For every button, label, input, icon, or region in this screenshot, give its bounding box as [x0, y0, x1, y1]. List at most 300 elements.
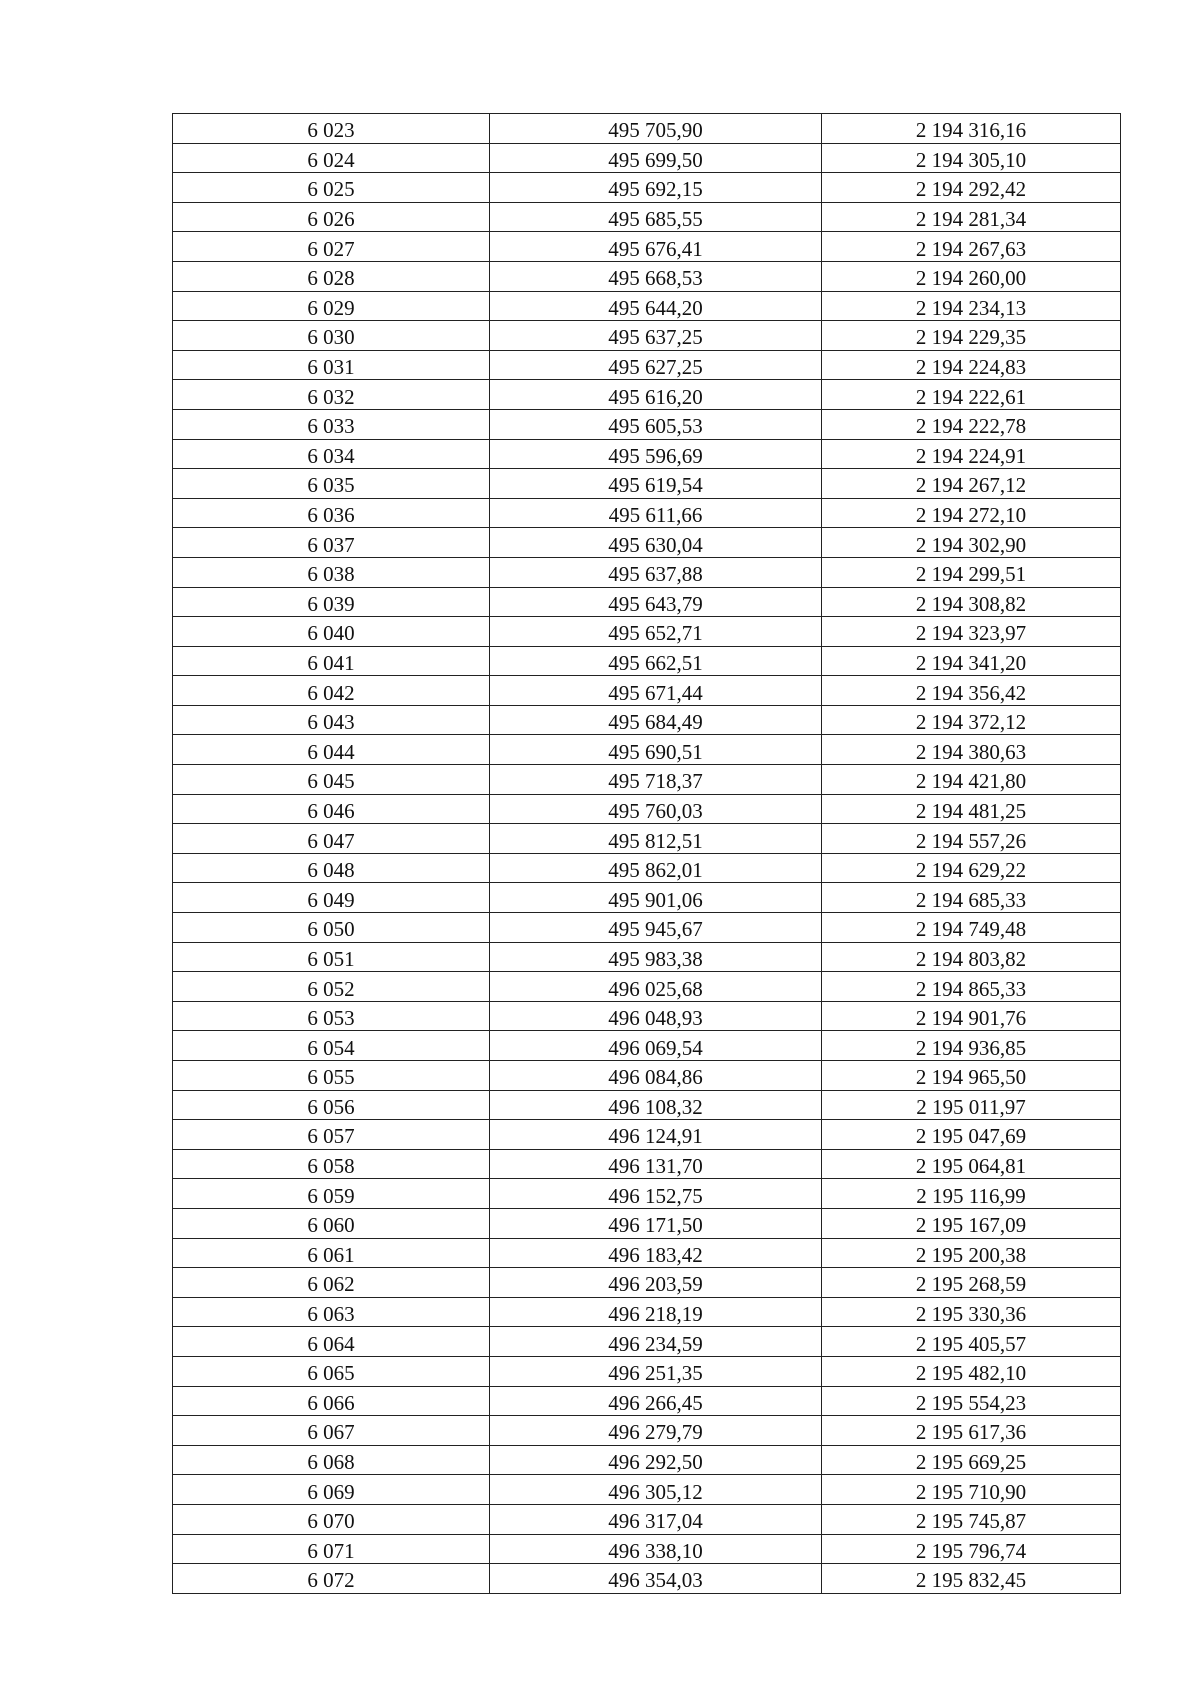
- cell-text: 2 194 557,26: [915, 828, 1027, 853]
- point-number-cell: [173, 173, 490, 203]
- y-coordinate-cell: [822, 143, 1121, 173]
- cell-text: 495 945,67: [608, 917, 703, 942]
- cell-text: 2 195 745,87: [915, 1509, 1027, 1534]
- cell-text: 496 203,59: [608, 1272, 703, 1297]
- cell-text: 495 652,71: [608, 621, 703, 646]
- cell-text: 495 643,79: [608, 591, 703, 616]
- x-coordinate-cell: [490, 883, 822, 913]
- y-coordinate-cell: [822, 765, 1121, 795]
- cell-text: 2 194 222,78: [915, 414, 1027, 439]
- cell-text: 6 060: [307, 1213, 355, 1238]
- x-coordinate-cell: [490, 1327, 822, 1357]
- cell-text: 6 062: [307, 1272, 355, 1297]
- x-coordinate-cell: [490, 1001, 822, 1031]
- y-coordinate-cell: [822, 498, 1121, 528]
- cell-text: 495 901,06: [608, 887, 703, 912]
- table-row: [173, 1238, 1121, 1268]
- y-coordinate-cell: [822, 1208, 1121, 1238]
- cell-text: 495 718,37: [608, 769, 703, 794]
- y-coordinate-cell: [822, 972, 1121, 1002]
- table-row: [173, 587, 1121, 617]
- point-number-cell: [173, 1001, 490, 1031]
- point-number-cell: [173, 143, 490, 173]
- x-coordinate-cell: [490, 1356, 822, 1386]
- cell-text: 2 195 330,36: [915, 1302, 1027, 1327]
- cell-text: 495 684,49: [608, 710, 703, 735]
- cell-text: 6 050: [307, 917, 355, 942]
- point-number-cell: [173, 528, 490, 558]
- cell-text: 2 194 267,12: [915, 473, 1027, 498]
- cell-text: 6 027: [307, 236, 355, 261]
- y-coordinate-cell: [822, 617, 1121, 647]
- y-coordinate-cell: [822, 1564, 1121, 1594]
- x-coordinate-cell: [490, 1445, 822, 1475]
- cell-text: 2 194 224,83: [915, 355, 1027, 380]
- cell-text: 496 171,50: [608, 1213, 703, 1238]
- cell-text: 6 054: [307, 1035, 355, 1060]
- cell-text: 2 195 200,38: [915, 1242, 1027, 1267]
- x-coordinate-cell: [490, 1386, 822, 1416]
- cell-text: 6 025: [307, 177, 355, 202]
- y-coordinate-cell: [822, 1416, 1121, 1446]
- cell-text: 2 194 234,13: [915, 295, 1027, 320]
- x-coordinate-cell: [490, 735, 822, 765]
- y-coordinate-cell: [822, 1268, 1121, 1298]
- point-number-cell: [173, 1179, 490, 1209]
- cell-text: 2 195 405,57: [915, 1331, 1027, 1356]
- x-coordinate-cell: [490, 1534, 822, 1564]
- y-coordinate-cell: [822, 173, 1121, 203]
- table-row: [173, 705, 1121, 735]
- point-number-cell: [173, 587, 490, 617]
- x-coordinate-cell: [490, 705, 822, 735]
- table-row: [173, 617, 1121, 647]
- cell-text: 495 605,53: [608, 414, 703, 439]
- point-number-cell: [173, 705, 490, 735]
- y-coordinate-cell: [822, 942, 1121, 972]
- cell-text: 2 195 710,90: [915, 1479, 1027, 1504]
- table-row: [173, 1416, 1121, 1446]
- cell-text: 496 234,59: [608, 1331, 703, 1356]
- cell-text: 2 194 421,80: [915, 769, 1027, 794]
- cell-text: 6 042: [307, 680, 355, 705]
- point-number-cell: [173, 646, 490, 676]
- y-coordinate-cell: [822, 1297, 1121, 1327]
- cell-text: 2 195 832,45: [915, 1568, 1027, 1593]
- table-row: [173, 1297, 1121, 1327]
- x-coordinate-cell: [490, 1179, 822, 1209]
- y-coordinate-cell: [822, 1475, 1121, 1505]
- cell-text: 2 194 308,82: [915, 591, 1027, 616]
- table-row: [173, 1090, 1121, 1120]
- cell-text: 2 195 669,25: [915, 1450, 1027, 1475]
- cell-text: 2 194 229,35: [915, 325, 1027, 350]
- cell-text: 2 194 323,97: [915, 621, 1027, 646]
- cell-text: 495 630,04: [608, 532, 703, 557]
- table-row: [173, 1327, 1121, 1357]
- table-row: [173, 1475, 1121, 1505]
- point-number-cell: [173, 498, 490, 528]
- y-coordinate-cell: [822, 1534, 1121, 1564]
- y-coordinate-cell: [822, 439, 1121, 469]
- cell-text: 496 266,45: [608, 1390, 703, 1415]
- cell-text: 6 034: [307, 443, 355, 468]
- table-row: [173, 1356, 1121, 1386]
- x-coordinate-cell: [490, 291, 822, 321]
- point-number-cell: [173, 883, 490, 913]
- table-row: [173, 853, 1121, 883]
- cell-text: 6 030: [307, 325, 355, 350]
- cell-text: 6 072: [307, 1568, 355, 1593]
- cell-text: 495 699,50: [608, 147, 703, 172]
- cell-text: 495 644,20: [608, 295, 703, 320]
- coordinates-table: [172, 113, 1121, 1594]
- y-coordinate-cell: [822, 114, 1121, 144]
- cell-text: 6 047: [307, 828, 355, 853]
- x-coordinate-cell: [490, 972, 822, 1002]
- y-coordinate-cell: [822, 1356, 1121, 1386]
- cell-text: 495 637,88: [608, 562, 703, 587]
- table-row: [173, 350, 1121, 380]
- x-coordinate-cell: [490, 1268, 822, 1298]
- table-row: [173, 942, 1121, 972]
- x-coordinate-cell: [490, 1208, 822, 1238]
- cell-text: 2 194 281,34: [915, 207, 1027, 232]
- cell-text: 2 194 299,51: [915, 562, 1027, 587]
- cell-text: 495 662,51: [608, 650, 703, 675]
- cell-text: 2 195 554,23: [915, 1390, 1027, 1415]
- table-row: [173, 972, 1121, 1002]
- x-coordinate-cell: [490, 528, 822, 558]
- table-row: [173, 469, 1121, 499]
- cell-text: 6 051: [307, 946, 355, 971]
- cell-text: 6 058: [307, 1154, 355, 1179]
- cell-text: 495 692,15: [608, 177, 703, 202]
- x-coordinate-cell: [490, 942, 822, 972]
- table-row: [173, 498, 1121, 528]
- table-row: [173, 261, 1121, 291]
- cell-text: 2 194 901,76: [915, 1006, 1027, 1031]
- table-row: [173, 1564, 1121, 1594]
- cell-text: 6 028: [307, 266, 355, 291]
- y-coordinate-cell: [822, 1238, 1121, 1268]
- cell-text: 2 194 749,48: [915, 917, 1027, 942]
- cell-text: 6 066: [307, 1390, 355, 1415]
- y-coordinate-cell: [822, 676, 1121, 706]
- table-row: [173, 173, 1121, 203]
- y-coordinate-cell: [822, 913, 1121, 943]
- y-coordinate-cell: [822, 1327, 1121, 1357]
- x-coordinate-cell: [490, 143, 822, 173]
- cell-text: 496 183,42: [608, 1242, 703, 1267]
- point-number-cell: [173, 557, 490, 587]
- cell-text: 496 279,79: [608, 1420, 703, 1445]
- cell-text: 6 070: [307, 1509, 355, 1534]
- cell-text: 2 194 316,16: [915, 118, 1027, 143]
- table-row: [173, 1001, 1121, 1031]
- cell-text: 6 039: [307, 591, 355, 616]
- cell-text: 2 194 380,63: [915, 739, 1027, 764]
- x-coordinate-cell: [490, 114, 822, 144]
- y-coordinate-cell: [822, 350, 1121, 380]
- table-row: [173, 1504, 1121, 1534]
- x-coordinate-cell: [490, 913, 822, 943]
- point-number-cell: [173, 1327, 490, 1357]
- x-coordinate-cell: [490, 1416, 822, 1446]
- point-number-cell: [173, 261, 490, 291]
- x-coordinate-cell: [490, 498, 822, 528]
- cell-text: 6 026: [307, 207, 355, 232]
- cell-text: 495 616,20: [608, 384, 703, 409]
- x-coordinate-cell: [490, 469, 822, 499]
- cell-text: 2 194 224,91: [915, 443, 1027, 468]
- y-coordinate-cell: [822, 794, 1121, 824]
- cell-text: 496 317,04: [608, 1509, 703, 1534]
- y-coordinate-cell: [822, 202, 1121, 232]
- cell-text: 495 760,03: [608, 798, 703, 823]
- cell-text: 496 292,50: [608, 1450, 703, 1475]
- cell-text: 6 052: [307, 976, 355, 1001]
- cell-text: 495 611,66: [608, 503, 703, 528]
- table-row: [173, 735, 1121, 765]
- table-row: [173, 114, 1121, 144]
- cell-text: 496 124,91: [608, 1124, 703, 1149]
- point-number-cell: [173, 1475, 490, 1505]
- table-row: [173, 291, 1121, 321]
- cell-text: 495 690,51: [608, 739, 703, 764]
- y-coordinate-cell: [822, 1061, 1121, 1091]
- cell-text: 6 045: [307, 769, 355, 794]
- y-coordinate-cell: [822, 232, 1121, 262]
- cell-text: 2 194 936,85: [915, 1035, 1027, 1060]
- cell-text: 6 024: [307, 147, 355, 172]
- cell-text: 496 152,75: [608, 1183, 703, 1208]
- point-number-cell: [173, 114, 490, 144]
- cell-text: 495 862,01: [608, 858, 703, 883]
- cell-text: 6 061: [307, 1242, 355, 1267]
- x-coordinate-cell: [490, 380, 822, 410]
- cell-text: 495 619,54: [608, 473, 703, 498]
- table-row: [173, 676, 1121, 706]
- cell-text: 495 812,51: [608, 828, 703, 853]
- y-coordinate-cell: [822, 883, 1121, 913]
- point-number-cell: [173, 913, 490, 943]
- y-coordinate-cell: [822, 321, 1121, 351]
- y-coordinate-cell: [822, 853, 1121, 883]
- coordinates-table-body: [173, 114, 1121, 1594]
- cell-text: 6 043: [307, 710, 355, 735]
- cell-text: 2 194 302,90: [915, 532, 1027, 557]
- x-coordinate-cell: [490, 1031, 822, 1061]
- table-row: [173, 528, 1121, 558]
- cell-text: 2 195 268,59: [915, 1272, 1027, 1297]
- x-coordinate-cell: [490, 173, 822, 203]
- cell-text: 2 195 047,69: [915, 1124, 1027, 1149]
- cell-text: 2 194 267,63: [915, 236, 1027, 261]
- table-row: [173, 202, 1121, 232]
- point-number-cell: [173, 1356, 490, 1386]
- table-row: [173, 1208, 1121, 1238]
- cell-text: 6 029: [307, 295, 355, 320]
- y-coordinate-cell: [822, 705, 1121, 735]
- cell-text: 6 065: [307, 1361, 355, 1386]
- cell-text: 6 038: [307, 562, 355, 587]
- cell-text: 496 354,03: [608, 1568, 703, 1593]
- point-number-cell: [173, 291, 490, 321]
- cell-text: 2 194 629,22: [915, 858, 1027, 883]
- x-coordinate-cell: [490, 1504, 822, 1534]
- point-number-cell: [173, 765, 490, 795]
- x-coordinate-cell: [490, 824, 822, 854]
- point-number-cell: [173, 1416, 490, 1446]
- x-coordinate-cell: [490, 794, 822, 824]
- y-coordinate-cell: [822, 1179, 1121, 1209]
- cell-text: 2 194 685,33: [915, 887, 1027, 912]
- table-row: [173, 794, 1121, 824]
- cell-text: 2 194 222,61: [915, 384, 1027, 409]
- point-number-cell: [173, 1120, 490, 1150]
- cell-text: 2 194 965,50: [915, 1065, 1027, 1090]
- table-row: [173, 1386, 1121, 1416]
- cell-text: 496 084,86: [608, 1065, 703, 1090]
- x-coordinate-cell: [490, 439, 822, 469]
- x-coordinate-cell: [490, 321, 822, 351]
- cell-text: 6 068: [307, 1450, 355, 1475]
- point-number-cell: [173, 1564, 490, 1594]
- cell-text: 6 067: [307, 1420, 355, 1445]
- table-row: [173, 143, 1121, 173]
- cell-text: 6 055: [307, 1065, 355, 1090]
- point-number-cell: [173, 1297, 490, 1327]
- cell-text: 6 049: [307, 887, 355, 912]
- point-number-cell: [173, 1504, 490, 1534]
- cell-text: 2 195 011,97: [916, 1094, 1026, 1119]
- cell-text: 2 195 116,99: [916, 1183, 1026, 1208]
- cell-text: 2 194 272,10: [915, 503, 1027, 528]
- point-number-cell: [173, 824, 490, 854]
- x-coordinate-cell: [490, 1061, 822, 1091]
- cell-text: 6 036: [307, 503, 355, 528]
- y-coordinate-cell: [822, 1031, 1121, 1061]
- cell-text: 496 069,54: [608, 1035, 703, 1060]
- table-row: [173, 1179, 1121, 1209]
- cell-text: 495 705,90: [608, 118, 703, 143]
- point-number-cell: [173, 350, 490, 380]
- point-number-cell: [173, 1031, 490, 1061]
- y-coordinate-cell: [822, 824, 1121, 854]
- cell-text: 6 033: [307, 414, 355, 439]
- x-coordinate-cell: [490, 409, 822, 439]
- y-coordinate-cell: [822, 557, 1121, 587]
- table-row: [173, 557, 1121, 587]
- x-coordinate-cell: [490, 765, 822, 795]
- cell-text: 496 251,35: [608, 1361, 703, 1386]
- cell-text: 6 064: [307, 1331, 355, 1356]
- table-row: [173, 409, 1121, 439]
- table-row: [173, 439, 1121, 469]
- cell-text: 496 338,10: [608, 1538, 703, 1563]
- cell-text: 6 037: [307, 532, 355, 557]
- table-row: [173, 1061, 1121, 1091]
- y-coordinate-cell: [822, 409, 1121, 439]
- cell-text: 6 069: [307, 1479, 355, 1504]
- cell-text: 2 195 482,10: [915, 1361, 1027, 1386]
- point-number-cell: [173, 1090, 490, 1120]
- cell-text: 2 194 341,20: [915, 650, 1027, 675]
- cell-text: 2 195 064,81: [915, 1154, 1027, 1179]
- cell-text: 496 131,70: [608, 1154, 703, 1179]
- cell-text: 495 637,25: [608, 325, 703, 350]
- cell-text: 496 108,32: [608, 1094, 703, 1119]
- x-coordinate-cell: [490, 232, 822, 262]
- point-number-cell: [173, 676, 490, 706]
- point-number-cell: [173, 1061, 490, 1091]
- point-number-cell: [173, 1386, 490, 1416]
- point-number-cell: [173, 380, 490, 410]
- y-coordinate-cell: [822, 1090, 1121, 1120]
- cell-text: 2 195 796,74: [915, 1538, 1027, 1563]
- cell-text: 6 031: [307, 355, 355, 380]
- cell-text: 2 194 292,42: [915, 177, 1027, 202]
- y-coordinate-cell: [822, 261, 1121, 291]
- point-number-cell: [173, 439, 490, 469]
- cell-text: 496 218,19: [608, 1302, 703, 1327]
- cell-text: 496 025,68: [608, 976, 703, 1001]
- cell-text: 6 023: [307, 118, 355, 143]
- point-number-cell: [173, 735, 490, 765]
- cell-text: 495 676,41: [608, 236, 703, 261]
- cell-text: 6 063: [307, 1302, 355, 1327]
- y-coordinate-cell: [822, 291, 1121, 321]
- y-coordinate-cell: [822, 1445, 1121, 1475]
- table-row: [173, 824, 1121, 854]
- y-coordinate-cell: [822, 528, 1121, 558]
- cell-text: 6 059: [307, 1183, 355, 1208]
- x-coordinate-cell: [490, 1090, 822, 1120]
- y-coordinate-cell: [822, 1386, 1121, 1416]
- x-coordinate-cell: [490, 261, 822, 291]
- x-coordinate-cell: [490, 1238, 822, 1268]
- point-number-cell: [173, 1268, 490, 1298]
- table-row: [173, 1445, 1121, 1475]
- cell-text: 6 046: [307, 798, 355, 823]
- table-row: [173, 1534, 1121, 1564]
- table-row: [173, 883, 1121, 913]
- y-coordinate-cell: [822, 735, 1121, 765]
- cell-text: 6 032: [307, 384, 355, 409]
- table-row: [173, 1149, 1121, 1179]
- cell-text: 2 194 356,42: [915, 680, 1027, 705]
- cell-text: 2 194 865,33: [915, 976, 1027, 1001]
- y-coordinate-cell: [822, 1504, 1121, 1534]
- x-coordinate-cell: [490, 1297, 822, 1327]
- point-number-cell: [173, 1445, 490, 1475]
- x-coordinate-cell: [490, 1149, 822, 1179]
- cell-text: 2 195 617,36: [915, 1420, 1027, 1445]
- cell-text: 6 044: [307, 739, 355, 764]
- cell-text: 496 305,12: [608, 1479, 703, 1504]
- point-number-cell: [173, 853, 490, 883]
- cell-text: 6 040: [307, 621, 355, 646]
- x-coordinate-cell: [490, 676, 822, 706]
- cell-text: 6 041: [307, 650, 355, 675]
- cell-text: 495 671,44: [608, 680, 703, 705]
- table-row: [173, 646, 1121, 676]
- y-coordinate-cell: [822, 1001, 1121, 1031]
- point-number-cell: [173, 202, 490, 232]
- table-row: [173, 765, 1121, 795]
- table-row: [173, 232, 1121, 262]
